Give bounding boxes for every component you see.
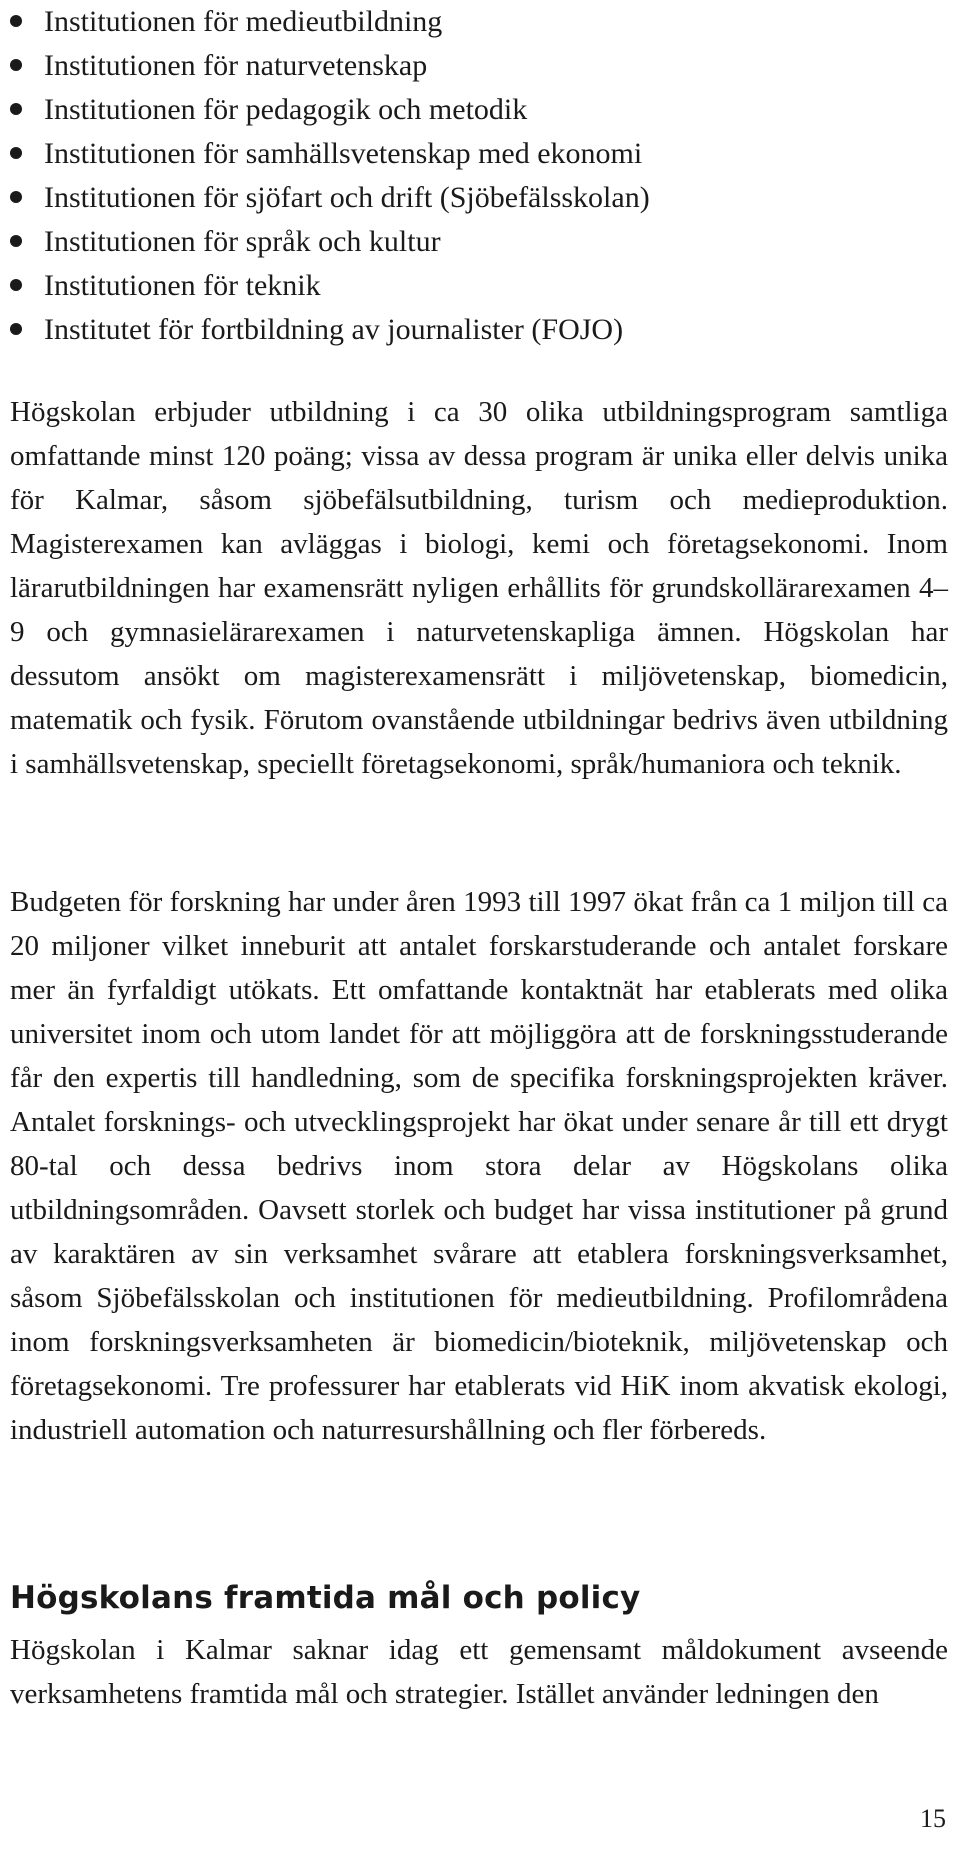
bullet-icon <box>10 103 22 115</box>
institution-list <box>10 0 940 352</box>
bullet-icon <box>10 59 22 71</box>
list-item <box>10 44 940 88</box>
research-paragraph: Budgeten för forskning har under åren 1993 till 1997 ökat från ca 1 miljon till ca 20 miljoner vilket inneburit att antalet forskarstuderande och antalet forskare mer än fyrfaldigt utökats. Ett omfattande kontaktnät har etablerats med olika universitet inom och utom landet för att möjliggöra att de forskningsstuderande får den expertis till handledning, som de specifika forskningsprojekten kräver. Antalet forsknings- och utvecklingsprojekt har ökat under senare år till ett drygt 80-tal och dessa bedrivs inom stora delar av Högskolans olika utbildningsområden. Oavsett storlek och budget har vissa institutioner på grund av karaktären av sin verksamhet svårare att etablera forskningsverksamhet, såsom Sjöbefälsskolan och institutionen för medieutbildning. Profilområdena inom forskningsverksamheten är biomedicin/bioteknik, miljövetenskap och företagsekonomi. Tre professurer har etablerats vid HiK inom akvatisk ekologi, industriell automation och naturresurshållning och fler förbereds. <box>10 886 948 1446</box>
bullet-icon <box>10 323 22 335</box>
bullet-icon <box>10 279 22 291</box>
list-item <box>10 308 940 352</box>
section-intro-paragraph: Högskolan i Kalmar saknar idag ett gemensamt måldokument avseende verksamhetens framtida mål och strategier. Istället använder ledningen den <box>10 1634 948 1710</box>
section-heading: Högskolans framtida mål och policy <box>10 1580 641 1616</box>
list-item-text: Institutionen för pedagogik och metodik <box>44 93 528 126</box>
list-item <box>10 220 940 264</box>
education-paragraph: Högskolan erbjuder utbildning i ca 30 olika utbildningsprogram samtliga omfattande minst 120 poäng; vissa av dessa program är unika eller delvis unika för Kalmar, såsom sjöbefälsutbildning, turism och medieproduktion. Magisterexamen kan avläggas i biologi, kemi och företagsekonomi. Inom lärarutbildningen har examensrätt nyligen erhållits för grundskollärarexamen 4–9 och gymnasielärarexamen i naturvetenskapliga ämnen. Högskolan har dessutom ansökt om magisterexamensrätt i miljövetenskap, biomedicin, matematik och fysik. Förutom ovanstående utbildningar bedrivs även utbildning i samhällsvetenskap, speciellt företagsekonomi, språk/humaniora och teknik. <box>10 396 948 780</box>
page-number: 15 <box>920 1804 946 1833</box>
list-item-text: Institutionen för sjöfart och drift (Sjöbefälsskolan) <box>44 181 650 214</box>
list-item <box>10 0 940 44</box>
list-item-text: Institutionen för teknik <box>44 269 321 302</box>
list-item <box>10 264 940 308</box>
list-item-text: Institutet för fortbildning av journalister (FOJO) <box>44 313 624 346</box>
bullet-icon <box>10 191 22 203</box>
list-item-text: Institutionen för naturvetenskap <box>44 49 428 82</box>
list-item <box>10 176 940 220</box>
bullet-icon <box>10 235 22 247</box>
list-item-text: Institutionen för medieutbildning <box>44 5 443 38</box>
bullet-icon <box>10 147 22 159</box>
list-item <box>10 88 940 132</box>
list-item-text: Institutionen för samhällsvetenskap med ekonomi <box>44 137 643 170</box>
bullet-icon <box>10 15 22 27</box>
list-item-text: Institutionen för språk och kultur <box>44 225 441 258</box>
list-item <box>10 132 940 176</box>
